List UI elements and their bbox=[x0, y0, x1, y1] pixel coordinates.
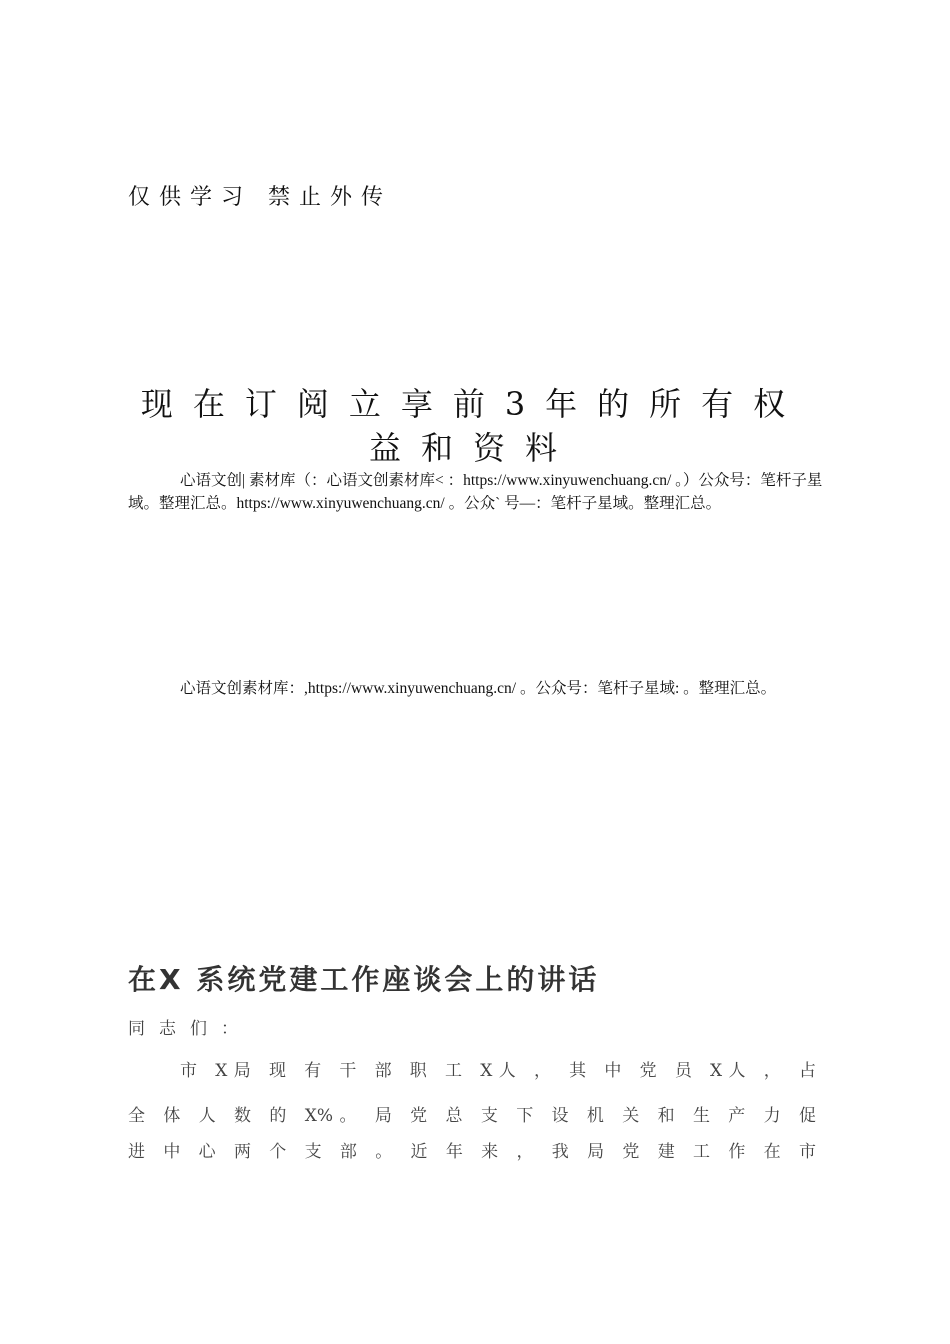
source-paragraph: 心语文创| 素材库（：心语文创素材库< ：https://www.xinyuwenchuang.cn/ 。）公众号：笔杆子星域。整理汇总。https://www.xinyuwenchuang.cn/ 。公众` 号—：笔杆子星域。整理汇总。 bbox=[128, 472, 823, 512]
body-line-1: 市 X局 现 有 干 部 职 工 X人 ， 其 中 党 员 X人 ， 占 bbox=[180, 1061, 816, 1081]
confidential-notice: 仅供学习 禁止外传 bbox=[128, 185, 392, 210]
body-line-3: 进 中 心 两 个 支 部 。 近 年 来 ， 我 局 党 建 工 作 在 市 bbox=[128, 1142, 816, 1162]
promo-title: 现在订阅立享前3年的所有权益和资料 bbox=[140, 385, 806, 467]
body-line-2: 全 体 人 数 的 X%。 局 党 总 支 下 设 机 关 和 生 产 力 促 bbox=[128, 1106, 816, 1126]
salutation: 同志们： bbox=[128, 1019, 252, 1039]
source-line: 心语文创素材库：,https://www.xinyuwenchuang.cn/ 。公众号：笔杆子星域: 。整理汇总。 bbox=[180, 680, 777, 697]
speech-title: 在X 系统党建工作座谈会上的讲话 bbox=[128, 963, 600, 996]
